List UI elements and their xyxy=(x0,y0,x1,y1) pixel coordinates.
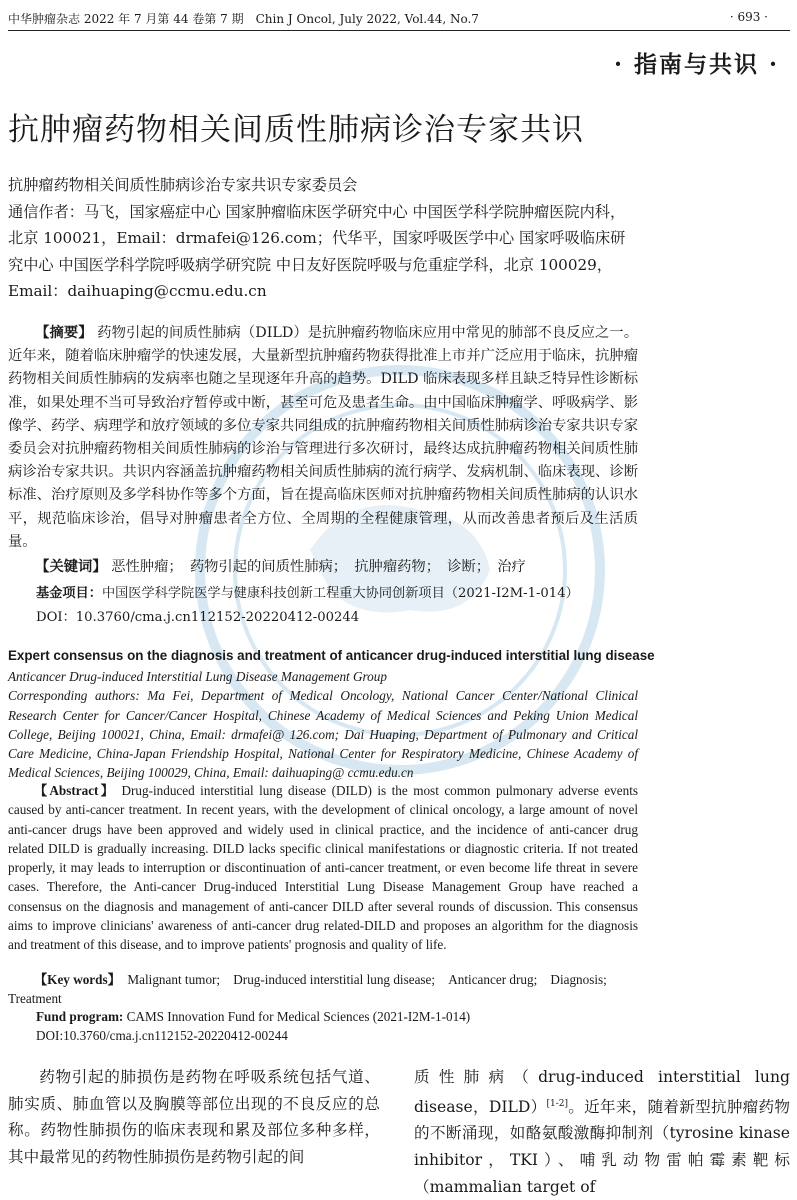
body-right-text-b: 。近年来，随着新型抗肿瘤药物的不断涌现，如酪氨酸激酶抑制剂（tyrosine kinase inhibitor，TKI）、哺乳动物雷帕霉素靶标（mammalian target of xyxy=(414,1097,790,1196)
english-keywords-text: Malignant tumor; Drug-induced interstitial lung disease; Anticancer drug; Diagnosis; Treatment xyxy=(8,972,621,1007)
english-fund-label: Fund program: xyxy=(36,1009,124,1024)
keywords-text: 恶性肿瘤； 药物引起的间质性肺病； 抗肿瘤药物； 诊断； 治疗 xyxy=(111,559,526,576)
abstract-label: 【摘要】 xyxy=(35,325,93,341)
author-block xyxy=(8,172,638,305)
body-left-column: 药物引起的肺损伤是药物在呼吸系统包括气道、肺实质、肺血管以及胸膜等部位出现的不良反应的总称。药物性肺损伤的临床表现和累及部位多种多样，其中最常见的药物性肺损伤是药物引起的间 xyxy=(8,1068,380,1166)
abstract-text: 药物引起的间质性肺病（DILD）是抗肿瘤药物临床应用中常见的肺部不良反应之一。近年来，随着临床肿瘤学的快速发展，大量新型抗肿瘤药物获得批准上市并广泛应用于临床，抗肿瘤药物相关间质性肺病的发病率也随之呈现逐年升高的趋势。DILD 临床表现多样且缺乏特异性诊断标准，如果处理不当可导致治疗暂停或中断，甚至可危及患者生命。由中国临床肿瘤学、呼吸病学、影像学、药学、病理学和放疗领域的多位专家共同组成的抗肿瘤药物相关间质性肺病诊治专家共识专家委员会对抗肿瘤药物相关间质性肺病的诊治与管理进行多次研讨，最终达成抗肿瘤药物相关间质性肺病诊治专家共识。共识内容涵盖抗肿瘤药物相关间质性肺病的流行病学、发病机制、临床表现、诊断标准、治疗原则及多学科协作等多个方面，旨在提高临床医师对抗肿瘤药物相关间质性肺病的认识水平，规范临床诊治，倡导对肿瘤患者全方位、全周期的全程健康管理，从而改善患者预后及生活质量。 xyxy=(8,325,638,550)
english-keywords-label: 【Key words】 xyxy=(34,972,121,987)
article-title: 抗肿瘤药物相关间质性肺病诊治专家共识 xyxy=(8,112,584,148)
fund-label: 基金项目： xyxy=(36,586,102,601)
english-title: Expert consensus on the diagnosis and treatment of anticancer drug-induced interstitial lung disease xyxy=(8,648,655,663)
english-doi-line: DOI:10.3760/cma.j.cn112152-20220412-00244 xyxy=(36,1028,288,1043)
column-title: · 指南与共识 · xyxy=(613,51,779,78)
english-authors xyxy=(8,667,638,783)
english-abstract-text: Drug-induced interstitial lung disease (DILD) is the most common pulmonary adverse events caused by anti-cancer treatment. In recent years, with the development of clinical oncology, a large amount of novel anti-cancer drugs have been approved and widely used in clinical practice, and the incidence of anti-cancer drug related DILD is gradually increasing. DILD lacks specific clinical manifestations or diagnostic criteria. If not treated properly, it may leads to interruption or discontinuation of anti-cancer treatment, or even become life threat in severe cases. Therefore, the Anti-cancer Drug-induced Interstitial Lung Disease Management Group have reached a consensus on the diagnosis and management of anti-cancer DILD after several rounds of discussion. This consensus aims to improve clinicians' awareness of anti-cancer drug related-DILD and proposes an algorithm for the diagnosis and treatment of this disease, and to improve patients' prognosis and quality of life. xyxy=(8,783,638,953)
fund-text: 中国医学科学院医学与健康科技创新工程重大协同创新项目（2021-I2M-1-014） xyxy=(101,586,579,601)
corresponding-authors: 通信作者：马飞，国家癌症中心 国家肿瘤临床医学研究中心 中国医学科学院肿瘤医院内科，北京 100021，Email：drmafei@126.com；代华平，国家呼吸医学中心 国家呼吸临床研究中心 中国医学科学院呼吸病学研究院 中日友好医院呼吸与危重症学科，北京 100029，Email：daihuaping@ccmu.edu.cn xyxy=(8,202,626,300)
body-right-text-a: 质性肺病（drug-induced interstitial lung disease，DILD） xyxy=(414,1068,790,1116)
body-right-column xyxy=(414,1064,790,1200)
citation-ref[interactable]: [1-2] xyxy=(546,1098,568,1109)
journal-citation: 中华肿瘤杂志 2022 年 7 月第 44 卷第 7 期 Chin J Oncol, July 2022, Vol.44, No.7 xyxy=(8,12,479,26)
author-committee: 抗肿瘤药物相关间质性肺病诊治专家共识专家委员会 xyxy=(8,176,358,194)
running-header xyxy=(8,8,790,31)
english-group: Anticancer Drug-induced Interstitial Lung Disease Management Group xyxy=(8,669,387,684)
page-number: · 693 · xyxy=(729,10,768,24)
english-abstract-label: 【Abstract】 xyxy=(34,783,116,798)
english-keywords xyxy=(8,970,638,1009)
english-fund-line xyxy=(36,1009,470,1025)
keywords-label: 【关键词】 xyxy=(35,559,107,576)
chinese-abstract xyxy=(8,322,638,579)
doi-line: DOI：10.3760/cma.j.cn112152-20220412-00244 xyxy=(36,610,360,625)
english-fund-text: CAMS Innovation Fund for Medical Sciences (2021-I2M-1-014) xyxy=(126,1009,471,1024)
english-corresponding: Corresponding authors: Ma Fei, Department of Medical Oncology, National Cancer Center/National Clinical Research Center for Cancer/Cancer Hospital, Chinese Academy of Medical Sciences and Peking Union Medical College, Beijing 100021, China, Email: drmafei@ 126.com; Dai Huaping, Department of Pulmonary and Critical Care Medicine, China-Japan Friendship Hospital, National Center for Respiratory Medicine, Chinese Academy of Medical Sciences, Beijing 100029, China, Email: daihuaping@ ccmu.edu.cn xyxy=(8,688,638,781)
fund-line xyxy=(36,582,579,601)
english-abstract xyxy=(8,781,638,955)
